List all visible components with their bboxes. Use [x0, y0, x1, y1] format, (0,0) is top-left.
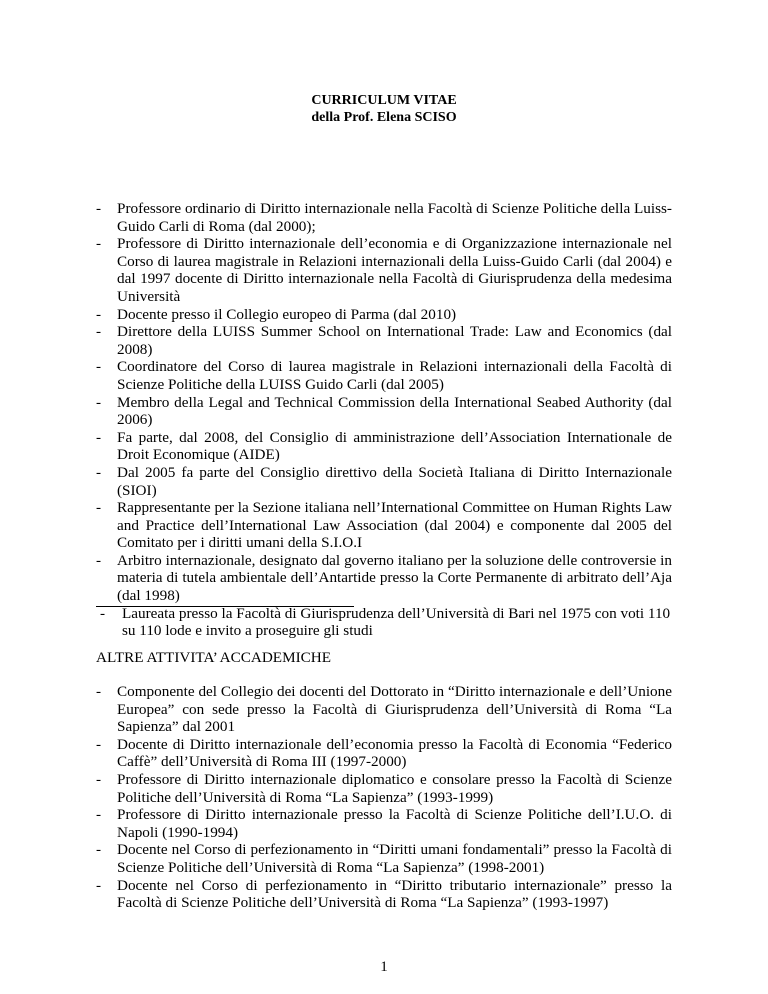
list-dash: -: [96, 876, 102, 894]
list-item: [96, 306, 672, 324]
list-item: [96, 358, 672, 393]
list-item: [96, 877, 672, 912]
list-dash: -: [96, 841, 102, 859]
list-item: [96, 683, 672, 736]
list-item: [96, 200, 672, 235]
section-heading: ALTRE ATTIVITA’ ACCADEMICHE: [96, 649, 332, 666]
list-dash: -: [96, 806, 102, 824]
list-item-text: Componente del Collegio dei docenti del Dottorato in “Diritto internazionale e dell’Unione Europea” con sede presso la Facoltà di Giurisprudenza dell’Università di Roma “La Sapienza” dal 2001: [117, 683, 672, 736]
list-item: [96, 771, 672, 806]
list-dash: -: [96, 393, 102, 411]
list-item: [96, 464, 672, 499]
list-item-text: Rappresentante per la Sezione italiana nell’International Committee on Human Rights Law and Practice dell’International Law Association (dal 2004) e componente dal 2005 del Comitato per i diritti umani della S.I.O.I: [117, 499, 672, 552]
degree-line-1: Laureata presso la Facoltà di Giurisprudenza dell’Università di Bari nel 1975 con voti 110: [122, 604, 671, 622]
list-item-degree: [96, 605, 672, 640]
list-dash: -: [96, 683, 102, 700]
list-dash: -: [96, 463, 102, 481]
list-dash: -: [96, 200, 102, 217]
list-dash: -: [96, 770, 102, 788]
list-dash: -: [100, 604, 106, 622]
list-item-text: Professore ordinario di Diritto internazionale nella Facoltà di Scienze Politiche della Luiss-Guido Carli di Roma (dal 2000);: [117, 200, 672, 235]
document-subtitle: della Prof. Elena SCISO: [311, 110, 457, 125]
list-dash: -: [96, 323, 102, 341]
list-item-text: Professore di Diritto internazionale presso la Facoltà di Scienze Politiche dell’I.U.O. di Napoli (1990-1994): [117, 806, 672, 841]
list-dash: -: [96, 735, 102, 753]
list-item-text: Direttore della LUISS Summer School on International Trade: Law and Economics (dal 2008): [117, 323, 672, 358]
list-item-text: Professore di Diritto internazionale diplomatico e consolare presso la Facoltà di Scienze Politiche dell’Università di Roma “La Sapienza” (1993-1999): [117, 770, 672, 806]
list-dash: -: [96, 551, 102, 569]
list-dash: -: [96, 499, 102, 517]
list-item: [96, 806, 672, 841]
list-item-text: Docente nel Corso di perfezionamento in “Diritto tributario internazionale” presso la Facoltà di Scienze Politiche dell’Università di Roma “La Sapienza” (1993-1997): [117, 876, 672, 912]
list-item: [96, 736, 672, 771]
list-item-text: Fa parte, dal 2008, del Consiglio di amministrazione dell’Association Internationale de Droit Economique (AIDE): [117, 428, 672, 464]
page-number: 1: [380, 959, 388, 975]
title-block: [0, 92, 768, 126]
academic-activities-list: [96, 683, 672, 912]
list-item-text: Docente di Diritto internazionale dell’economia presso la Facoltà di Economia “Federico Caffè” dell’Università di Roma III (1997-2000): [117, 735, 672, 771]
list-dash: -: [96, 305, 102, 323]
list-dash: -: [96, 358, 102, 376]
list-dash: -: [96, 235, 102, 253]
list-dash: -: [96, 428, 102, 446]
list-item: [96, 323, 672, 358]
list-item-text: Professore di Diritto internazionale dell’economia e di Organizzazione internazionale nel Corso di laurea magistrale in Relazioni internazionali della Luiss-Guido Carli (dal 2004) e dal 1997 docente di Diritto internazionale nella Facoltà di Giurisprudenza della medesima Università: [117, 235, 672, 305]
list-item-text: Coordinatore del Corso di laurea magistrale in Relazioni internazionali della Facoltà di Scienze Politiche della LUISS Guido Carli (dal 2005): [117, 358, 672, 393]
list-item: [96, 394, 672, 429]
list-item-text: Dal 2005 fa parte del Consiglio direttivo della Società Italiana di Diritto Internazionale (SIOI): [117, 463, 672, 499]
section-divider: [96, 606, 354, 607]
document-title: CURRICULUM VITAE: [311, 93, 457, 108]
list-item-text: Arbitro internazionale, designato dal governo italiano per la soluzione delle controversie in materia di tutela ambientale dell’Antartide presso la Corte Permanente di arbitrato dell’Aja (dal 1998): [117, 551, 672, 605]
degree-line-2: su 110 lode e invito a proseguire gli studi: [122, 622, 373, 640]
list-item: [96, 235, 672, 305]
main-positions-list: [96, 200, 672, 640]
list-item-text: Docente presso il Collegio europeo di Parma (dal 2010): [117, 305, 457, 323]
list-item: [96, 841, 672, 876]
list-item: [96, 552, 672, 605]
list-item-text: Docente nel Corso di perfezionamento in “Diritti umani fondamentali” presso la Facoltà di Scienze Politiche dell’Università di Roma “La Sapienza” (1998-2001): [117, 841, 672, 876]
list-item: [96, 499, 672, 552]
list-item: [96, 429, 672, 464]
list-item-text: Membro della Legal and Technical Commission della International Seabed Authority (dal 2006): [117, 393, 672, 429]
